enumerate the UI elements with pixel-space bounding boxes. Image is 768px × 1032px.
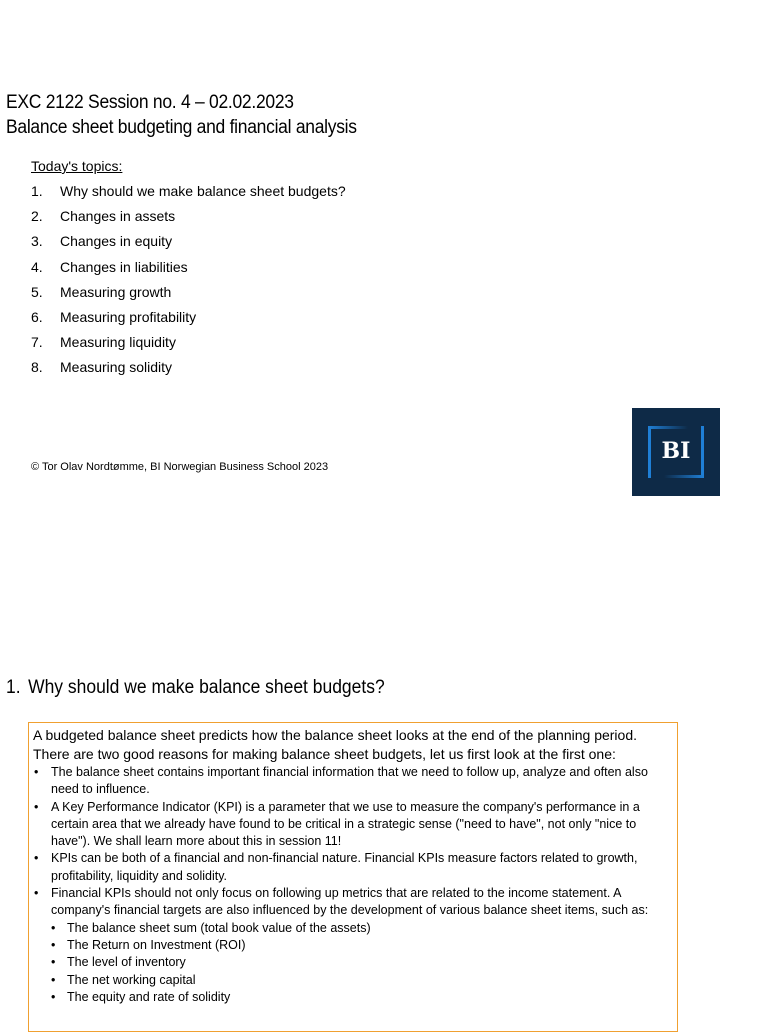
topic-number: 8. (31, 359, 43, 376)
bullet-item: • A Key Performance Indicator (KPI) is a parameter that we use to measure the company's performance in a certain area that we already have found to be critical in a strategic sense ("need to have", not only "nice to have"). We shall learn more about this in session 11! (33, 799, 673, 851)
topic-item (31, 232, 346, 257)
topic-text: Changes in liabilities (60, 258, 188, 275)
section-heading-text: Why should we make balance sheet budgets? (28, 677, 385, 698)
topic-text: Changes in equity (60, 233, 173, 250)
bi-logo (632, 408, 720, 496)
topics-list (31, 182, 346, 384)
logo-frame (648, 426, 688, 429)
topic-text: Measuring growth (60, 283, 172, 300)
page-title-line-2: Balance sheet budgeting and financial analysis (6, 117, 357, 138)
sub-bullet-item: • The net working capital (51, 972, 673, 989)
sub-bullet-list (51, 920, 673, 1006)
section-heading (6, 676, 385, 700)
sub-bullet-item: • The equity and rate of solidity (51, 989, 673, 1006)
bullet-text: Financial KPIs should not only focus on following up metrics that are related to the income statement. A company's financial targets are also influenced by the development of various balance sheet items, such as: (51, 886, 649, 918)
page-title-line-1: EXC 2122 Session no. 4 – 02.02.2023 (6, 92, 294, 113)
topic-text: Measuring liquidity (60, 334, 176, 351)
section-number: 1. (6, 677, 21, 698)
sub-bullet-item: • The level of inventory (51, 954, 673, 971)
intro-line-1: A budgeted balance sheet predicts how the balance sheet looks at the end of the planning period. (33, 727, 637, 743)
topic-number: 1. (31, 183, 43, 199)
bullet-item (33, 885, 673, 1006)
sub-bullet-item: • The Return on Investment (ROI) (51, 937, 673, 954)
logo-text: BI (661, 438, 691, 464)
topic-text: Measuring profitability (60, 308, 197, 325)
topic-number: 3. (31, 233, 43, 250)
intro-line-2: There are two good reasons for making balance sheet budgets, let us first look at the first one: (33, 746, 616, 762)
topic-item (31, 308, 346, 333)
sub-bullet-item: • The balance sheet sum (total book value of the assets) (51, 920, 673, 937)
topics-label: Today's topics: (31, 158, 123, 174)
topic-text: Why should we make balance sheet budgets? (60, 183, 346, 199)
topic-item (31, 182, 346, 207)
topic-item (31, 207, 346, 232)
logo-frame (664, 475, 704, 478)
topic-item (31, 333, 346, 358)
topic-text: Measuring solidity (60, 359, 173, 376)
topic-item (31, 283, 346, 308)
topic-number: 5. (31, 283, 43, 300)
bullet-item: • The balance sheet contains important financial information that we need to follow up, analyze and often also need to influence. (33, 764, 673, 799)
bullet-list (33, 764, 673, 1006)
copyright-notice: © Tor Olav Nordtømme, BI Norwegian Business School 2023 (31, 461, 329, 473)
content-box (28, 722, 678, 1032)
topic-number: 2. (31, 208, 43, 225)
topic-number: 4. (31, 258, 43, 275)
topic-number: 7. (31, 334, 43, 351)
topic-item (31, 358, 346, 383)
topic-text: Changes in assets (60, 208, 176, 225)
topic-number: 6. (31, 308, 43, 325)
topic-item (31, 258, 346, 283)
bullet-item: • KPIs can be both of a financial and non-financial nature. Financial KPIs measure factors related to growth, profitability, liquidity and solidity. (33, 850, 673, 885)
